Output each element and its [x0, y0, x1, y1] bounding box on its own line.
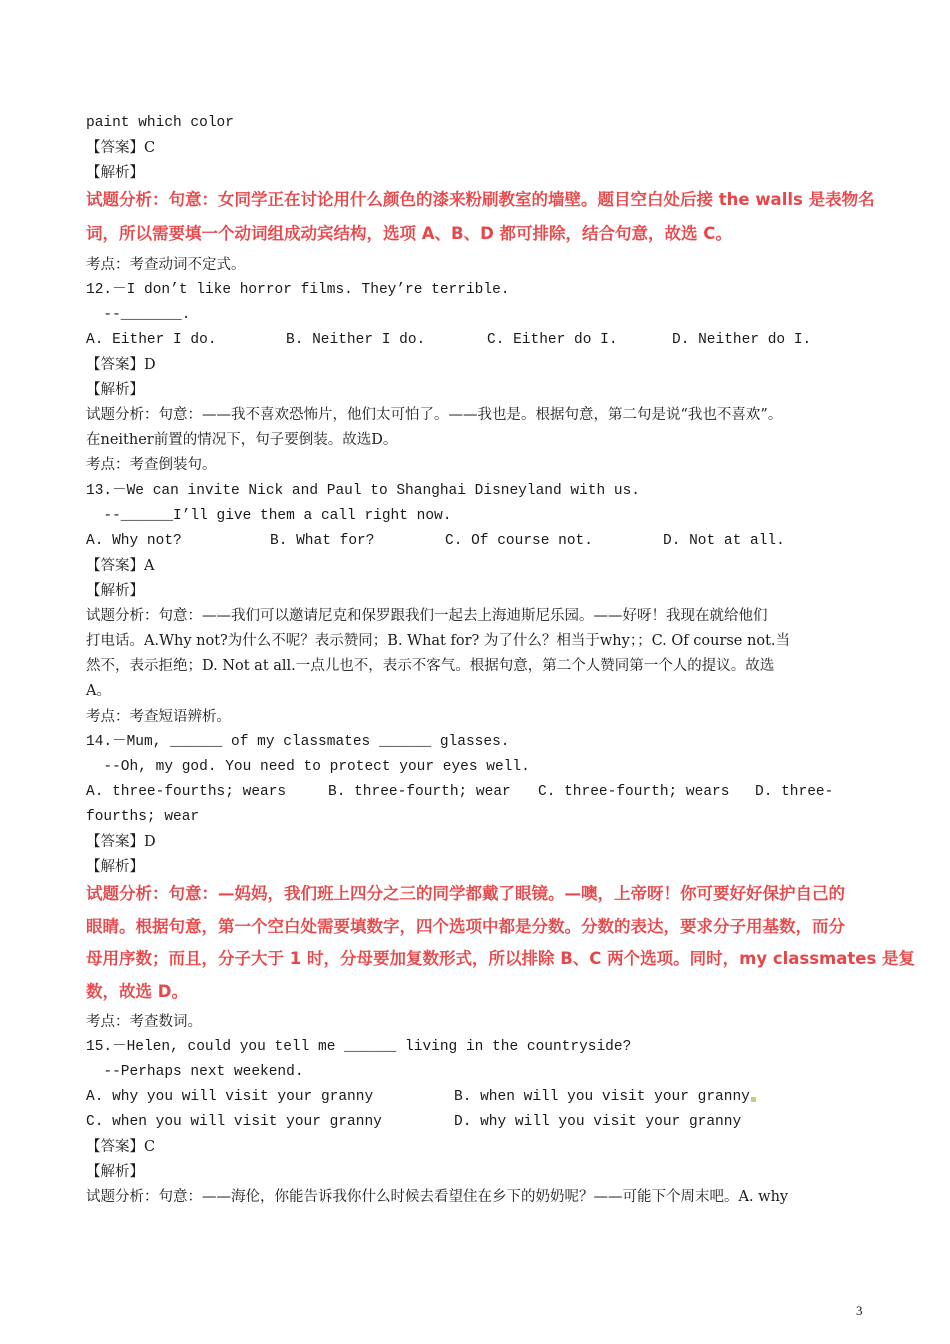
key-point: 考点：考查数词。 [86, 1014, 202, 1030]
answer-label: 【答案】D [86, 357, 156, 373]
option-d: D. three- [755, 784, 834, 800]
option-d: D. Neither do I. [672, 332, 812, 348]
answer-label: 【答案】D [86, 834, 156, 850]
option-c: C. Of course not. [445, 533, 593, 549]
highlight-mark [751, 1097, 756, 1102]
option-c: C. Either do I. [487, 332, 618, 348]
analysis-text: 试题分析：句意：——我不喜欢恐怖片，他们太可怕了。——我也是。根据句意，第二句是说“我也不喜欢”。 [86, 407, 783, 423]
answer-label: 【答案】C [86, 1139, 156, 1155]
answer-label: 【答案】A [86, 558, 155, 574]
answer-label: 【答案】C [86, 140, 156, 156]
analysis-label: 【解析】 [86, 165, 144, 181]
highlighted-analysis: 母用序数；而且，分子大于 1 时，分母要加复数形式，所以排除 B、C 两个选项。同时，my classmates 是复 [86, 949, 916, 968]
option-c: C. three-fourth; wears [538, 784, 730, 800]
question-13-reply: --______I’ll give them a call right now. [86, 508, 452, 524]
key-point: 考点：考查动词不定式。 [86, 257, 246, 273]
highlighted-analysis: 眼睛。根据句意，第一个空白处需要填数字，四个选项中都是分数。分数的表达，要求分子用基数，而分 [86, 917, 845, 936]
text-line: paint which color [86, 115, 234, 131]
highlighted-analysis: 试题分析：句意：女同学正在讨论用什么颜色的漆来粉刷教室的墙壁。题目空白处后接 the walls 是表物名 [86, 190, 875, 209]
option-a: A. why you will visit your granny [86, 1089, 374, 1105]
option-c: C. when you will visit your granny [86, 1114, 382, 1130]
analysis-text: 打电话。A.Why not?为什么不呢？表示赞同；B. What for? 为了什么？相当于why；；C. Of course not.当 [86, 633, 791, 649]
question-14-reply: --Oh, my god. You need to protect your eyes well. [86, 759, 530, 775]
analysis-label: 【解析】 [86, 859, 144, 875]
option-b: B. three-fourth; wear [328, 784, 511, 800]
option-b: B. What for? [270, 533, 375, 549]
option-d: D. Not at all. [663, 533, 785, 549]
question-12: 12.－I don’t like horror films. They’re terrible. [86, 282, 510, 298]
analysis-text: 试题分析：句意：——海伦，你能告诉我你什么时候去看望住在乡下的奶奶呢？——可能下个周末吧。A. why [86, 1189, 789, 1205]
highlighted-analysis: 试题分析：句意：—妈妈，我们班上四分之三的同学都戴了眼镜。—噢，上帝呀！你可要好好保护自己的 [86, 884, 845, 903]
option-a: A. three-fourths; wears [86, 784, 287, 800]
question-15: 15.－Helen, could you tell me ______ living in the countryside? [86, 1039, 632, 1055]
highlighted-analysis: 数，故选 D。 [86, 982, 188, 1001]
option-d: D. why will you visit your granny [454, 1114, 742, 1130]
option-a: A. Why not? [86, 533, 182, 549]
analysis-label: 【解析】 [86, 583, 144, 599]
option-d-continued: fourths; wear [86, 809, 200, 825]
analysis-text: 然不，表示拒绝；D. Not at all.一点儿也不，表示不客气。根据句意，第二个人赞同第一个人的提议。故选 [86, 658, 775, 674]
key-point: 考点：考查倒装句。 [86, 457, 217, 473]
question-12-reply: --_______. [86, 307, 191, 323]
question-13: 13.－We can invite Nick and Paul to Shanghai Disneyland with us. [86, 483, 640, 499]
analysis-label: 【解析】 [86, 1164, 144, 1180]
option-b: B. Neither I do. [286, 332, 426, 348]
analysis-label: 【解析】 [86, 382, 144, 398]
option-b-text: B. when will you visit your granny [454, 1089, 750, 1105]
question-15-reply: --Perhaps next weekend. [86, 1064, 304, 1080]
key-point: 考点：考查短语辨析。 [86, 709, 231, 725]
page-number: 3 [856, 1303, 863, 1318]
analysis-text: 试题分析：句意：——我们可以邀请尼克和保罗跟我们一起去上海迪斯尼乐园。——好呀！我现在就给他们 [86, 608, 768, 624]
highlighted-analysis: 词，所以需要填一个动词组成动宾结构，选项 A、B、D 都可排除，结合句意，故选 C。 [86, 224, 732, 243]
analysis-text: A。 [86, 683, 111, 699]
option-b [454, 1087, 756, 1107]
option-a: A. Either I do. [86, 332, 217, 348]
analysis-text: 在neither前置的情况下，句子要倒装。故选D。 [86, 432, 398, 448]
question-14: 14.－Mum, ______ of my classmates ______ glasses. [86, 734, 510, 750]
